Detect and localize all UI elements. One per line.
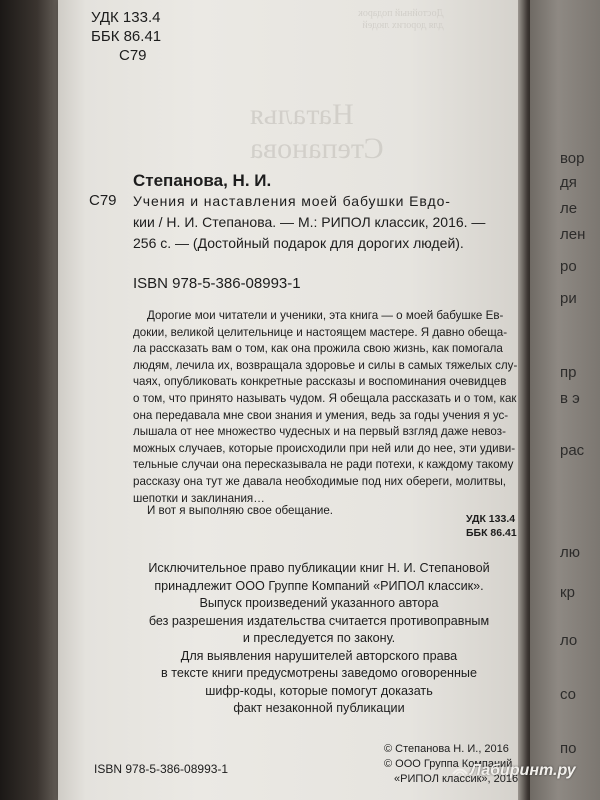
annotation-line: шепотки и заклинания… [133,491,265,505]
rights-line: без разрешения издательства считается противоправным [148,613,490,628]
rights-line: Выпуск произведений указанного автора [199,596,439,610]
facing-page-fragment: лен [560,226,586,243]
facing-page-fragment: по [560,740,577,757]
bbk-code: ББК 86.41 [466,527,517,539]
citation-line: 256 с. — (Достойный подарок для дорогих людей). [133,235,464,251]
annotation-line: Дорогие мои читатели и ученики, эта книга — о моей бабушке Ев- [147,309,504,322]
facing-page-fragment: ле [560,200,578,217]
classification-block [91,8,161,65]
author-heading: Степанова, Н. И. [133,171,272,190]
classification-block-bottom [466,512,517,540]
labyrinth-logo-icon [452,764,468,778]
facing-page [530,0,600,800]
rights-line: и преследуется по закону. [242,631,396,645]
facing-page-fragment: ло [560,632,578,649]
facing-page-fragment: вор [560,150,585,167]
facing-page-fragment: кр [560,584,575,601]
book-cover-edge [0,0,62,800]
facing-page-fragment: в э [560,390,580,407]
isbn: ISBN 978-5-386-08993-1 [133,275,301,292]
facing-page-fragment: ри [560,290,577,307]
citation-line: Учения и наставления моей бабушки Евдо- [133,193,451,209]
annotation [133,308,517,507]
rights-line: в тексте книги предусмотрены заведомо оговоренные [161,666,477,680]
bibliographic-citation [133,191,485,254]
rights-line: шифр-коды, которые помогут доказать [205,683,433,698]
watermark: Лабиринт.ру [470,762,576,779]
annotation-closing: И вот я выполняю свое обещание. [147,504,334,517]
facing-page-fragment: лю [560,544,581,561]
annotation-line: докии, великой целительнице и настоящем мастере. Я давно обеща- [133,325,508,339]
annotation-line: о том, что принято называть чудом. Я обещала рассказать и о том, как [133,391,517,405]
facing-page-fragment: рас [560,442,585,459]
facing-page-fragment: дя [560,174,577,191]
annotation-line: чаях, опубликовать конкретные рассказы и воспоминания очевидцев [133,375,507,389]
facing-page-fragment: со [560,686,577,703]
annotation-line: тельные случаи она пересказывала не ради потехи, к каждому такому [133,458,514,472]
bbk-code: ББК 86.41 [91,28,162,45]
footer-isbn: ISBN 978-5-386-08993-1 [94,762,229,776]
show-through-series [358,8,443,32]
copyright-line: © Степанова Н. И., 2016 [384,743,509,755]
facing-page-fragment: пр [560,364,577,381]
show-through-line: для дорогих людей [362,20,444,31]
annotation-line: ла рассказать вам о том, как она прожила свою жизнь, как помогала [133,342,503,356]
udk-code: УДК 133.4 [466,513,516,525]
facing-page-fragment: ро [560,258,577,275]
udk-code: УДК 133.4 [91,9,161,26]
annotation-line: она передавала мне свои знания и умения, ведь за годы учения я ус- [133,408,509,422]
author-sign: С79 [119,47,147,64]
citation-line: кии / Н. И. Степанова. — М.: РИПОЛ классик, 2016. — [133,214,486,230]
copyright-line: «РИПОЛ классик», 2016 [394,773,519,785]
author-sign-code: С79 [89,192,117,209]
copyright-line: © ООО Группа Компаний [384,758,513,770]
rights-line: Для выявления нарушителей авторского права [180,648,458,663]
show-through-author: Наталья Степанова [250,98,384,165]
show-through-line: Достойный подарок [358,8,444,19]
rights-line: Исключительное право публикации книг Н. И. Степановой [148,561,490,575]
rights-notice [133,560,505,718]
rights-line: принадлежит ООО Группе Компаний «РИПОЛ классик». [154,578,484,593]
annotation-line: можных случаев, которые происходили при ней или до нее, эти удиви- [133,441,516,455]
annotation-line: людям, лечила их, возвращала здоровье и силы в самых тяжелых слу- [133,358,518,372]
annotation-line: лышала от нее множество чудесных и на первый взгляд даже невоз- [133,425,506,439]
rights-line: факт незаконной публикации [233,701,405,715]
annotation-line: рассказу она тут же давала необходимые под них обереги, молитвы, [133,474,507,488]
